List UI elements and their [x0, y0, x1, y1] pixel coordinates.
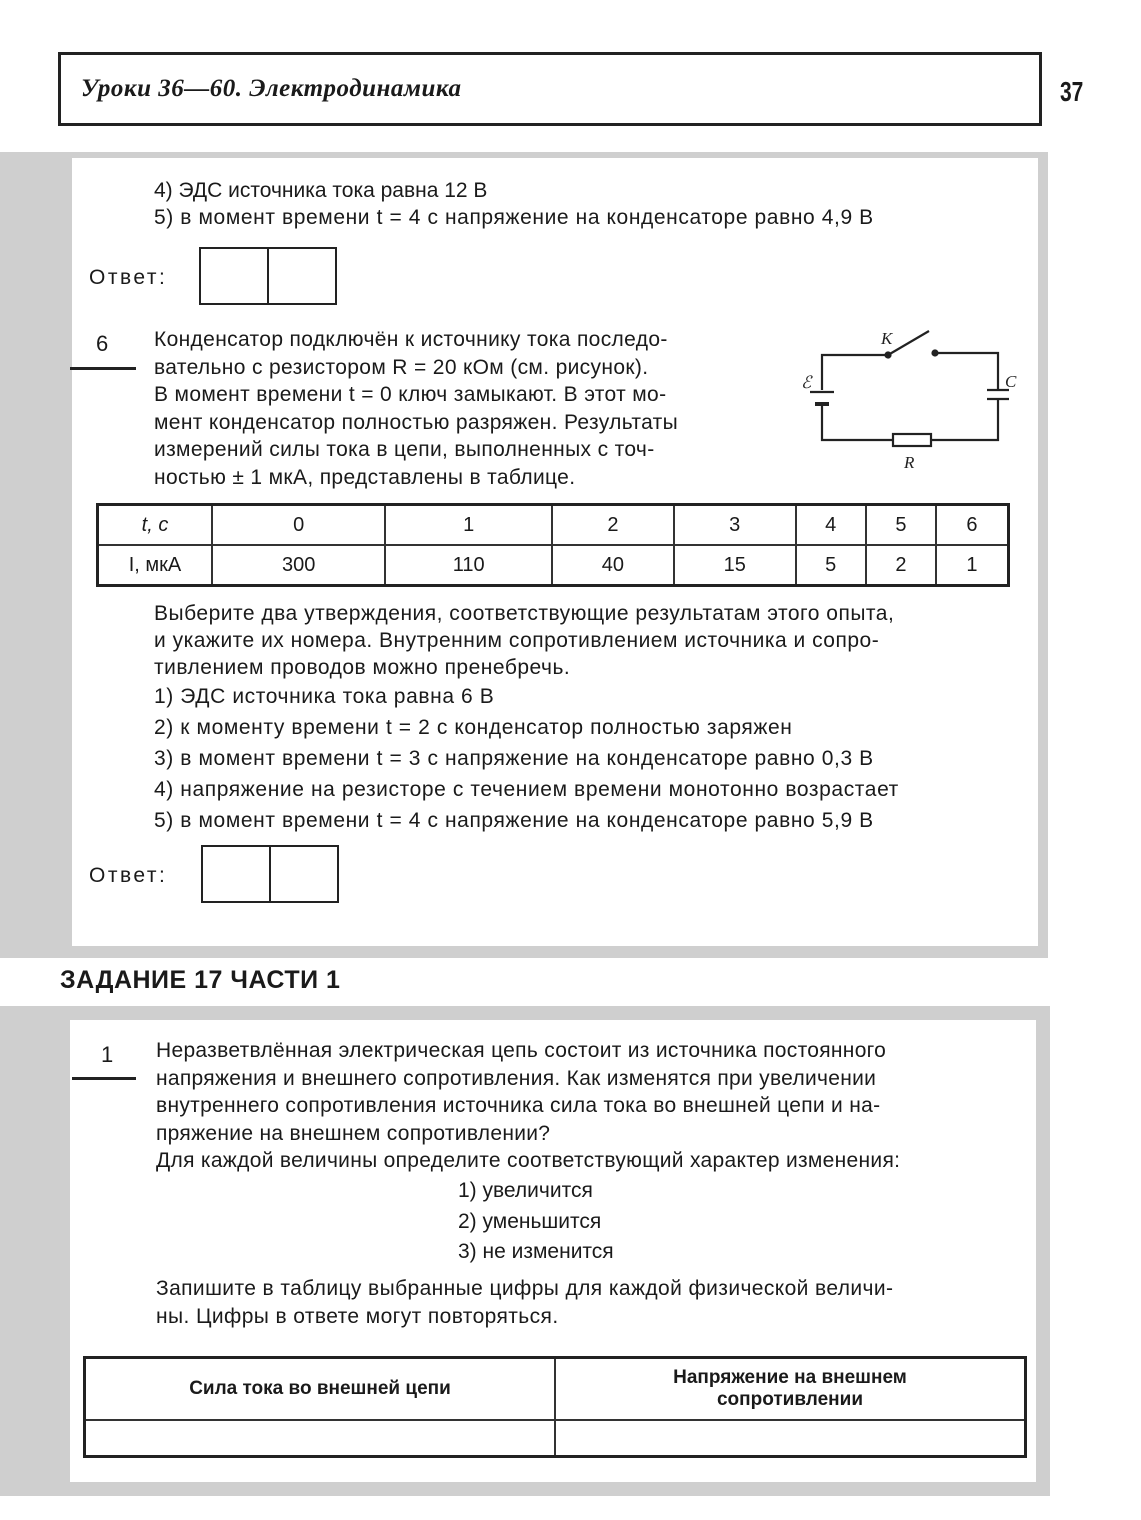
task-6-number: 6	[96, 331, 109, 356]
statement-line: внутреннего сопротивления источника сила тока во внешней цепи и на-	[156, 1094, 881, 1117]
task-1-rule	[72, 1077, 136, 1080]
question-line: тивлением проводов можно пренебречь.	[154, 656, 571, 679]
statement-line: Неразветвлённая электрическая цепь состоит из источника постоянного	[156, 1039, 887, 1062]
option-item: 1) увеличится	[458, 1179, 593, 1202]
option-item: 5) в момент времени t = 4 с напряжение на конденсаторе равно 5,9 В	[154, 809, 874, 832]
answer-cell-1[interactable]	[201, 249, 267, 303]
table-header-cell: t, c	[98, 505, 213, 546]
task-6-options	[154, 681, 899, 836]
table-cell: 5	[866, 505, 936, 546]
table-cell: 110	[385, 545, 552, 586]
key-label: K	[881, 329, 893, 348]
table-row	[98, 545, 1009, 586]
chapter-title: Уроки 36—60. Электродинамика	[81, 75, 462, 102]
option-item: 1) ЭДС источника тока равна 6 В	[154, 685, 495, 708]
table-row	[85, 1358, 1026, 1421]
statement-line: В момент времени t = 0 ключ замыкают. В этот мо-	[154, 383, 667, 406]
question-line: Выберите два утверждения, соответствующие результатам этого опыта,	[154, 602, 895, 625]
task-6-answer-boxes	[201, 845, 339, 903]
table-cell: 5	[796, 545, 866, 586]
page-number: 37	[1060, 76, 1084, 107]
table-cell: 1	[936, 545, 1009, 586]
task-1-options	[458, 1176, 614, 1268]
table-cell: 4	[796, 505, 866, 546]
table-cell: 15	[674, 545, 796, 586]
answer-table-header	[555, 1358, 1026, 1421]
emf-label: ℰ	[801, 373, 812, 392]
resistor-symbol	[893, 434, 931, 446]
task-6-answer-label: Ответ:	[89, 864, 168, 887]
statement-line: вательно с резистором R = 20 кОм (см. рисунок).	[154, 355, 649, 379]
statement-line: Для каждой величины определите соответствующий характер изменения:	[156, 1149, 901, 1172]
statement-line: напряжения и внешнего сопротивления. Как изменятся при увеличении	[156, 1066, 877, 1090]
table-cell: 2	[866, 545, 936, 586]
task-6-statement	[154, 326, 678, 491]
answer-table-header-text: Напряжение на внешнем сопротивлении	[673, 1367, 907, 1410]
table-cell: 40	[552, 545, 674, 586]
table-cell: 6	[936, 505, 1009, 546]
option-item: 3) в момент времени t = 3 с напряжение на конденсаторе равно 0,3 В	[154, 747, 874, 770]
statement-line: измерений силы тока в цепи, выполненных с точ-	[154, 438, 655, 461]
table-cell: 1	[385, 505, 552, 546]
option-item: 2) к моменту времени t = 2 с конденсатор полностью заряжен	[154, 716, 793, 739]
question-line: и укажите их номера. Внутренним сопротивлением источника и сопро-	[154, 629, 880, 652]
wire	[931, 399, 998, 440]
statement-line: Конденсатор подключён к источнику тока последо-	[154, 328, 668, 351]
answer-input-cell[interactable]	[555, 1420, 1026, 1457]
task-1-number: 1	[101, 1042, 114, 1067]
table-cell: 3	[674, 505, 796, 546]
answer-cell-2[interactable]	[267, 249, 335, 303]
wire	[935, 353, 998, 390]
task-1-answer-table	[83, 1356, 1027, 1458]
table-cell: 300	[212, 545, 385, 586]
chapter-header	[58, 52, 1042, 126]
option-item: 2) уменьшится	[458, 1209, 602, 1233]
section-title: ЗАДАНИЕ 17 ЧАСТИ 1	[60, 966, 341, 994]
task-1-instruction	[156, 1275, 893, 1330]
instruction-line: Запишите в таблицу выбранные цифры для каждой физической величи-	[156, 1277, 894, 1300]
table-cell: 0	[212, 505, 385, 546]
statement-line: ностью ± 1 мкА, представлены в таблице.	[154, 465, 576, 489]
key-blade	[888, 331, 929, 355]
prev-option-5: 5) в момент времени t = 4 с напряжение на конденсаторе равно 4,9 В	[154, 206, 874, 229]
answer-table-header: Сила тока во внешней цепи	[85, 1358, 556, 1421]
task-6-rule	[70, 367, 136, 370]
answer-cell-2[interactable]	[269, 847, 337, 901]
prev-answer-label: Ответ:	[89, 266, 168, 289]
option-item: 4) напряжение на резисторе с течением времени монотонно возрастает	[154, 778, 899, 801]
table-row	[85, 1420, 1026, 1457]
answer-cell-1[interactable]	[203, 847, 269, 901]
prev-answer-boxes	[199, 247, 337, 305]
wire	[822, 355, 888, 390]
answer-input-cell[interactable]	[85, 1420, 556, 1457]
measurement-table	[96, 503, 1010, 587]
circuit-diagram	[795, 322, 1030, 477]
table-header-cell: I, мкА	[98, 545, 213, 586]
statement-line: мент конденсатор полностью разряжен. Результаты	[154, 410, 679, 434]
statement-line: пряжение на внешнем сопротивлении?	[156, 1121, 551, 1145]
resistor-label: R	[904, 453, 915, 472]
wire	[822, 405, 893, 440]
table-row	[98, 505, 1009, 546]
option-item: 3) не изменится	[458, 1240, 614, 1263]
task-1-statement	[156, 1037, 900, 1175]
task-6-question	[154, 600, 894, 681]
instruction-line: ны. Цифры в ответе могут повторяться.	[156, 1304, 559, 1328]
table-cell: 2	[552, 505, 674, 546]
prev-option-4: 4) ЭДС источника тока равна 12 В	[154, 179, 488, 202]
capacitor-label: C	[1005, 372, 1017, 391]
